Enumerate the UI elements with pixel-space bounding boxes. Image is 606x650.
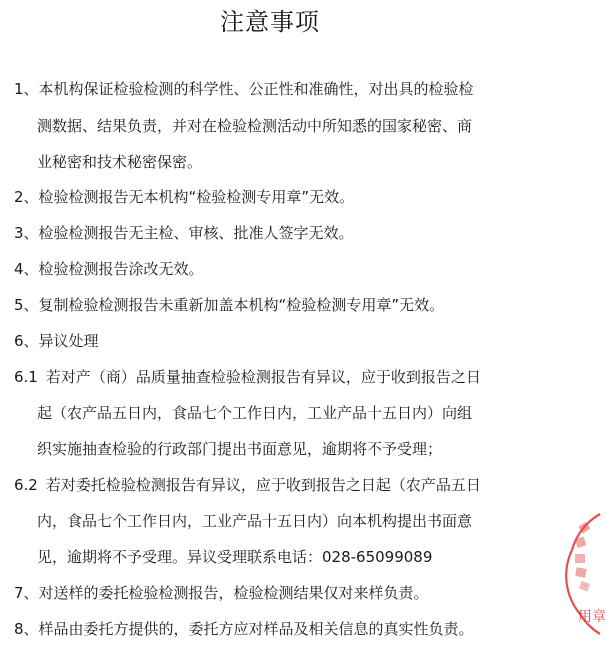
item-2: 2、检验检测报告无本机构“检验检测专用章”无效。	[14, 188, 355, 206]
official-seal-fragment	[566, 510, 606, 638]
item-8: 8、样品由委托方提供的，委托方应对样品及相关信息的真实性负责。	[14, 620, 474, 638]
item-5-number: 5、	[14, 296, 39, 314]
item-1-number: 1、	[14, 80, 39, 98]
item-4: 4、检验检测报告涂改无效。	[14, 260, 204, 278]
item-2-number: 2、	[14, 188, 39, 206]
item-6-1-number: 6.1	[14, 368, 38, 386]
page-title: 注意事项	[220, 8, 320, 36]
item-1-line-3: 业秘密和技术秘密保密。	[37, 153, 203, 171]
item-6-1-line-2: 起（农产品五日内，食品七个工作日内，工业产品十五日内）向组	[37, 404, 473, 422]
item-6-2-line-1: 6.2 若对委托检验检测报告有异议，应于收到报告之日起（农产品五日	[14, 476, 481, 494]
item-6-2-number: 6.2	[14, 476, 38, 494]
item-3-number: 3、	[14, 224, 39, 242]
item-5: 5、复制检验检测报告未重新加盖本机构“检验检测专用章”无效。	[14, 296, 445, 314]
item-6: 6、异议处理	[14, 332, 99, 350]
item-7-number: 7、	[14, 584, 39, 602]
item-3: 3、检验检测报告无主检、审核、批准人签字无效。	[14, 224, 354, 242]
item-6-2-line-3: 见，逾期将不予受理。异议受理联系电话：028-65099089	[37, 548, 433, 566]
item-4-number: 4、	[14, 260, 39, 278]
item-7: 7、对送样的委托检验检测报告，检验检测结果仅对来样负责。	[14, 584, 429, 602]
seal-text: 用章	[578, 609, 606, 625]
item-6-number: 6、	[14, 332, 39, 350]
item-6-1-line-1: 6.1 若对产（商）品质量抽查检验检测报告有异议，应于收到报告之日	[14, 368, 481, 386]
item-1-line-1: 1、本机构保证检验检测的科学性、公正性和准确性，对出具的检验检	[14, 80, 474, 98]
item-8-number: 8、	[14, 620, 39, 638]
item-6-1-line-3: 织实施抽查检验的行政部门提出书面意见，逾期将不予受理；	[37, 440, 443, 458]
item-1-line-2: 测数据、结果负责，并对在检验检测活动中所知悉的国家秘密、商	[37, 117, 473, 135]
item-6-2-line-2: 内，食品七个工作日内，工业产品十五日内）向本机构提出书面意	[37, 512, 473, 530]
